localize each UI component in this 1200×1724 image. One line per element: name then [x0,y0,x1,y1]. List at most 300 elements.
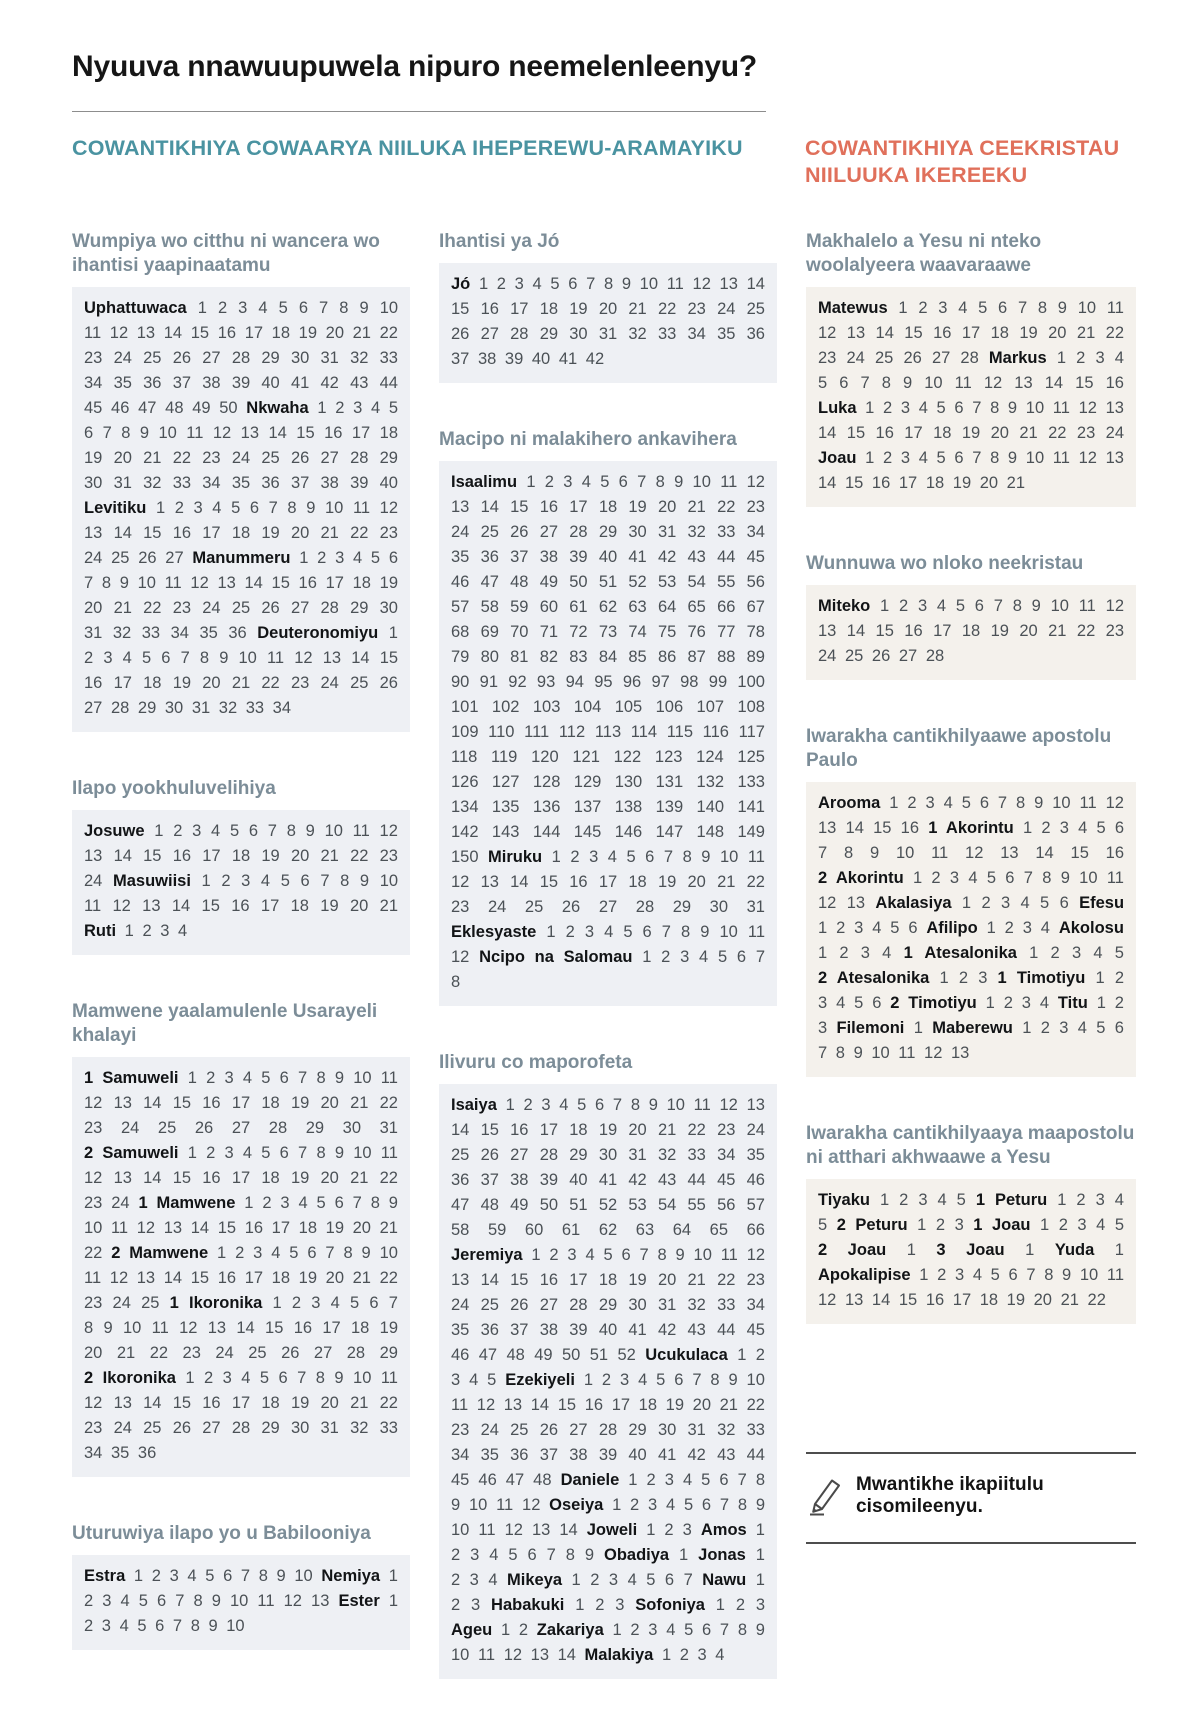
chapter-link[interactable]: 15 [875,622,894,641]
chapter-link[interactable]: 20 [979,474,999,493]
chapter-link[interactable]: 11 [496,1496,514,1515]
chapter-link[interactable]: 25 [844,647,864,666]
chapter-link[interactable]: 6 [1008,1265,1018,1284]
chapter-link[interactable]: 84 [598,648,618,667]
chapter-link[interactable]: 2 [646,1471,656,1490]
chapter-link[interactable]: 6 [621,1246,631,1265]
chapter-link[interactable]: 9 [306,499,316,518]
chapter-link[interactable]: 20 [320,1169,339,1187]
chapter-link[interactable]: 27 [84,699,103,718]
chapter-link[interactable]: 8 [682,848,692,867]
chapter-link[interactable]: 89 [746,648,765,667]
chapter-link[interactable]: 3 [917,597,928,616]
chapter-link[interactable]: 3 [1059,819,1069,837]
chapter-link[interactable]: 37 [290,474,310,493]
book-link[interactable]: Efesu [1079,894,1125,912]
chapter-link[interactable]: 18 [271,1269,291,1287]
book-link[interactable]: Markus [988,349,1047,368]
chapter-link[interactable]: 12 [746,473,765,492]
chapter-link[interactable]: 3 [1095,1190,1105,1209]
chapter-link[interactable]: 2 [1114,969,1124,987]
chapter-link[interactable]: 9 [219,649,229,668]
chapter-link[interactable]: 3 [818,994,828,1012]
chapter-link[interactable]: 29 [598,523,618,542]
chapter-link[interactable]: 41 [628,1321,647,1340]
chapter-link[interactable]: 9 [103,1319,113,1337]
chapter-link[interactable]: 15 [143,847,162,866]
chapter-link[interactable]: 5 [936,449,946,468]
chapter-link[interactable]: 20 [990,424,1009,443]
chapter-link[interactable]: 16 [202,1094,221,1112]
chapter-link[interactable]: 12 [109,1269,129,1287]
chapter-link[interactable]: 22 [350,524,369,543]
chapter-link[interactable]: 24 [487,898,507,917]
chapter-link[interactable]: 10 [924,374,943,393]
chapter-link[interactable]: 42 [657,1321,677,1340]
chapter-link[interactable]: 28 [268,1119,288,1137]
chapter-link[interactable]: 92 [508,673,527,692]
chapter-link[interactable]: 43 [687,1321,706,1340]
chapter-link[interactable]: 6 [736,948,747,967]
chapter-link[interactable]: 1 [575,1596,585,1615]
chapter-link[interactable]: 19 [952,474,972,493]
chapter-link[interactable]: 4 [330,1294,340,1312]
chapter-link[interactable]: 21 [717,873,736,892]
chapter-link[interactable]: 5 [137,1616,147,1635]
chapter-link[interactable]: 46 [111,399,130,418]
chapter-link[interactable]: 11 [1106,869,1124,887]
chapter-link[interactable]: 10 [693,1246,712,1265]
chapter-link[interactable]: 28 [539,1146,559,1165]
chapter-link[interactable]: 3 [608,1571,619,1590]
chapter-link[interactable]: 4 [836,994,846,1012]
book-link[interactable]: Josuwe [84,822,145,841]
chapter-link[interactable]: 50 [539,1196,559,1215]
chapter-link[interactable]: 33 [717,1296,736,1315]
chapter-link[interactable]: 11 [931,844,949,862]
chapter-link[interactable]: 17 [539,1121,559,1140]
chapter-link[interactable]: 4 [469,1371,479,1390]
chapter-link[interactable]: 4 [943,794,953,812]
chapter-link[interactable]: 14 [871,1290,891,1309]
chapter-link[interactable]: 34 [451,1446,470,1465]
chapter-link[interactable]: 29 [261,349,280,368]
chapter-link[interactable]: 16 [217,324,237,343]
chapter-link[interactable]: 79 [451,648,470,667]
chapter-link[interactable]: 9 [334,1069,345,1087]
chapter-link[interactable]: 15 [265,1319,284,1337]
chapter-link[interactable]: 24 [113,349,132,368]
chapter-link[interactable]: 11 [477,1646,496,1665]
chapter-link[interactable]: 39 [350,474,369,493]
chapter-link[interactable]: 5 [603,1246,613,1265]
chapter-link[interactable]: 35 [480,1446,499,1465]
chapter-link[interactable]: 24 [818,647,837,666]
chapter-link[interactable]: 7 [175,1591,185,1610]
chapter-link[interactable]: 5 [818,1215,828,1234]
chapter-link[interactable]: 30 [628,1296,647,1315]
chapter-link[interactable]: 33 [379,1419,398,1437]
chapter-link[interactable]: 18 [933,424,952,443]
chapter-link[interactable]: 25 [261,449,280,468]
chapter-link[interactable]: 1 [755,1546,765,1565]
book-link[interactable]: Ester [338,1591,380,1610]
chapter-link[interactable]: 19 [261,524,280,543]
chapter-link[interactable]: 1 [1022,1019,1032,1037]
book-link[interactable]: Nemiya [321,1566,381,1585]
chapter-link[interactable]: 45 [451,1471,470,1490]
chapter-link[interactable]: 25 [350,674,369,693]
chapter-link[interactable]: 9 [674,473,684,492]
chapter-link[interactable]: 16 [569,873,588,892]
chapter-link[interactable]: 23 [687,300,706,319]
chapter-link[interactable]: 8 [340,872,350,891]
chapter-link[interactable]: 3 [584,923,595,942]
chapter-link[interactable]: 32 [350,1419,369,1437]
chapter-link[interactable]: 24 [320,674,339,693]
chapter-link[interactable]: 19 [298,1269,318,1287]
chapter-link[interactable]: 31 [379,1119,398,1137]
chapter-link[interactable]: 17 [904,424,923,443]
chapter-link[interactable]: 6 [1114,1019,1124,1037]
chapter-link[interactable]: 4 [958,299,968,318]
chapter-link[interactable]: 40 [261,374,280,393]
chapter-link[interactable]: 1 [906,1240,916,1259]
chapter-link[interactable]: 7 [180,649,190,668]
chapter-link[interactable]: 21 [719,1396,738,1415]
chapter-link[interactable]: 46 [451,1346,470,1365]
chapter-link[interactable]: 18 [261,1169,280,1187]
chapter-link[interactable]: 2 [518,1621,529,1640]
book-link[interactable]: Uphattuwaca [84,299,187,318]
chapter-link[interactable]: 6 [618,473,628,492]
chapter-link[interactable]: 134 [451,798,479,817]
chapter-link[interactable]: 38 [510,1171,529,1190]
chapter-link[interactable]: 15 [296,424,315,443]
chapter-link[interactable]: 55 [687,1196,706,1215]
chapter-link[interactable]: 131 [655,773,684,792]
chapter-link[interactable]: 15 [172,1094,192,1112]
chapter-link[interactable]: 16 [84,674,103,693]
chapter-link[interactable]: 2 [935,1215,946,1234]
chapter-link[interactable]: 27 [231,1119,251,1137]
chapter-link[interactable]: 12 [746,1246,766,1265]
book-link[interactable]: 2 Peturu [836,1215,908,1234]
chapter-link[interactable]: 49 [192,399,211,418]
chapter-link[interactable]: 15 [557,1396,577,1415]
chapter-link[interactable]: 4 [638,1371,648,1390]
chapter-link[interactable]: 33 [172,474,192,493]
chapter-link[interactable]: 7 [639,1246,649,1265]
book-link[interactable]: Manummeru [192,549,291,568]
chapter-link[interactable]: 2 [496,275,506,294]
chapter-link[interactable]: 71 [539,623,559,642]
chapter-link[interactable]: 6 [974,597,984,616]
chapter-link[interactable]: 22 [149,1344,169,1362]
chapter-link[interactable]: 34 [746,523,765,542]
chapter-link[interactable]: 5 [936,399,946,418]
chapter-link[interactable]: 30 [709,898,729,917]
chapter-link[interactable]: 36 [480,548,499,567]
chapter-link[interactable]: 21 [687,1271,706,1290]
chapter-link[interactable]: 1 [478,275,489,294]
chapter-link[interactable]: 64 [672,1221,692,1240]
chapter-link[interactable]: 7 [612,1096,623,1115]
chapter-link[interactable]: 17 [325,574,344,593]
chapter-link[interactable]: 8 [755,1471,766,1490]
chapter-link[interactable]: 7 [1023,869,1033,887]
chapter-link[interactable]: 10 [871,1044,890,1062]
chapter-link[interactable]: 25 [746,300,765,319]
chapter-link[interactable]: 5 [259,1369,270,1387]
chapter-link[interactable]: 2 [217,299,228,318]
chapter-link[interactable]: 56 [746,573,765,592]
chapter-link[interactable]: 18 [271,324,291,343]
chapter-link[interactable]: 29 [350,599,369,618]
chapter-link[interactable]: 2 [206,1069,216,1087]
chapter-link[interactable]: 20 [657,498,677,517]
chapter-link[interactable]: 29 [598,1296,618,1315]
chapter-link[interactable]: 12 [451,873,470,892]
chapter-link[interactable]: 21 [1006,474,1026,493]
chapter-link[interactable]: 1 [546,923,556,942]
chapter-link[interactable]: 23 [290,674,310,693]
chapter-link[interactable]: 12 [294,649,313,668]
chapter-link[interactable]: 44 [746,1446,765,1465]
chapter-link[interactable]: 31 [687,1421,706,1440]
chapter-link[interactable]: 1 [526,473,536,492]
chapter-link[interactable]: 4 [627,1571,637,1590]
chapter-link[interactable]: 24 [480,1421,499,1440]
chapter-link[interactable]: 4 [585,1246,595,1265]
chapter-link[interactable]: 10 [746,1371,765,1390]
chapter-link[interactable]: 31 [84,624,103,643]
chapter-link[interactable]: 6 [278,1369,288,1387]
chapter-link[interactable]: 5 [1096,1019,1106,1037]
chapter-link[interactable]: 4 [119,1616,129,1635]
chapter-link[interactable]: 3 [697,1646,707,1665]
chapter-link[interactable]: 14 [236,1319,255,1337]
chapter-link[interactable]: 2 [206,1144,216,1162]
chapter-link[interactable]: 20 [349,897,369,916]
chapter-link[interactable]: 7 [240,1566,251,1585]
chapter-link[interactable]: 4 [187,1566,197,1585]
chapter-link[interactable]: 104 [573,698,602,717]
chapter-link[interactable]: 11 [84,897,102,916]
chapter-link[interactable]: 43 [687,548,706,567]
chapter-link[interactable]: 22 [379,1269,398,1287]
chapter-link[interactable]: 5 [955,597,966,616]
chapter-link[interactable]: 36 [143,374,162,393]
chapter-link[interactable]: 3 [925,794,935,812]
chapter-link[interactable]: 40 [569,1171,588,1190]
chapter-link[interactable]: 19 [628,1271,647,1290]
book-link[interactable]: 1 Joau [973,1215,1031,1234]
chapter-link[interactable]: 13 [480,873,499,892]
chapter-link[interactable]: 19 [172,674,192,693]
chapter-link[interactable]: 18 [990,324,1009,343]
chapter-link[interactable]: 32 [628,325,647,344]
chapter-link[interactable]: 65 [709,1221,729,1240]
chapter-link[interactable]: 10 [122,1319,142,1337]
chapter-link[interactable]: 10 [137,574,156,593]
chapter-link[interactable]: 69 [480,623,499,642]
chapter-link[interactable]: 34 [717,1146,736,1165]
chapter-link[interactable]: 5 [141,649,152,668]
chapter-link[interactable]: 1 [317,399,327,418]
chapter-link[interactable]: 5 [626,848,636,867]
chapter-link[interactable]: 5 [956,1190,966,1209]
chapter-link[interactable]: 29 [672,898,692,917]
chapter-link[interactable]: 6 [300,872,310,891]
chapter-link[interactable]: 41 [657,1446,677,1465]
chapter-link[interactable]: 4 [489,1546,499,1565]
chapter-link[interactable]: 70 [510,623,529,642]
chapter-link[interactable]: 10 [1077,299,1097,318]
chapter-link[interactable]: 7 [546,1546,556,1565]
chapter-link[interactable]: 4 [370,399,381,418]
chapter-link[interactable]: 3 [335,549,345,568]
chapter-link[interactable]: 15 [271,574,290,593]
chapter-link[interactable]: 17 [510,300,529,319]
chapter-link[interactable]: 24 [746,1121,765,1140]
chapter-link[interactable]: 4 [918,449,928,468]
chapter-link[interactable]: 6 [998,299,1008,318]
chapter-link[interactable]: 52 [628,573,647,592]
chapter-link[interactable]: 13 [451,1271,470,1290]
chapter-link[interactable]: 21 [352,324,371,343]
chapter-link[interactable]: 2 [174,499,184,518]
chapter-link[interactable]: 22 [143,599,162,618]
chapter-link[interactable]: 80 [480,648,499,667]
chapter-link[interactable]: 15 [190,324,210,343]
chapter-link[interactable]: 14 [113,524,132,543]
chapter-link[interactable]: 2 [839,944,849,962]
chapter-link[interactable]: 6 [908,919,918,937]
chapter-link[interactable]: 5 [261,1144,271,1162]
chapter-link[interactable]: 4 [682,1471,693,1490]
chapter-link[interactable]: 17 [961,324,981,343]
chapter-link[interactable]: 1 [155,499,166,518]
chapter-link[interactable]: 9 [208,1616,218,1635]
book-link[interactable]: 1 Timotiyu [997,969,1086,987]
book-link[interactable]: Zakariya [536,1621,604,1640]
book-link[interactable]: Malakiya [584,1646,654,1665]
chapter-link[interactable]: 4 [559,1096,569,1115]
chapter-link[interactable]: 18 [598,1271,618,1290]
chapter-link[interactable]: 9 [648,1096,658,1115]
chapter-link[interactable]: 18 [352,574,371,593]
chapter-link[interactable]: 3 [1021,994,1031,1012]
chapter-link[interactable]: 101 [451,698,479,717]
chapter-link[interactable]: 32 [687,523,706,542]
chapter-link[interactable]: 14 [171,897,191,916]
chapter-link[interactable]: 8 [843,844,854,862]
chapter-link[interactable]: 63 [635,1221,655,1240]
chapter-link[interactable]: 122 [613,748,642,767]
chapter-link[interactable]: 1 [1022,819,1033,837]
book-link[interactable]: Jeremiya [451,1246,523,1265]
chapter-link[interactable]: 15 [480,1121,499,1140]
chapter-link[interactable]: 44 [717,548,736,567]
chapter-link[interactable]: 15 [510,1271,529,1290]
chapter-link[interactable]: 20 [290,524,310,543]
chapter-link[interactable]: 1 [755,1571,765,1590]
chapter-link[interactable]: 3 [1095,349,1105,368]
book-link[interactable]: Isaiya [451,1096,497,1115]
chapter-link[interactable]: 3 [222,1369,232,1387]
chapter-link[interactable]: 3 [900,399,911,418]
chapter-link[interactable]: 11 [693,1096,711,1115]
chapter-link[interactable]: 123 [654,748,683,767]
chapter-link[interactable]: 31 [657,523,677,542]
chapter-link[interactable]: 7 [319,299,329,318]
chapter-link[interactable]: 30 [598,1146,618,1165]
chapter-link[interactable]: 18 [261,1394,280,1412]
chapter-link[interactable]: 8 [630,1096,640,1115]
chapter-link[interactable]: 3 [918,1190,928,1209]
chapter-link[interactable]: 15 [1075,374,1094,393]
chapter-link[interactable]: 16 [1105,844,1125,862]
chapter-link[interactable]: 25 [480,523,499,542]
chapter-link[interactable]: 132 [696,773,725,792]
chapter-link[interactable]: 13 [844,1290,864,1309]
chapter-link[interactable]: 11 [380,1144,398,1162]
chapter-link[interactable]: 17 [244,1269,264,1287]
chapter-link[interactable]: 24 [215,1344,234,1362]
chapter-link[interactable]: 1 [865,449,875,468]
chapter-link[interactable]: 9 [1060,869,1070,887]
book-link[interactable]: Yuda [1054,1240,1095,1259]
chapter-link[interactable]: 50 [219,399,238,418]
chapter-link[interactable]: 9 [675,1246,685,1265]
chapter-link[interactable]: 13 [950,1044,970,1062]
chapter-link[interactable]: 16 [231,897,250,916]
chapter-link[interactable]: 5 [1114,944,1124,962]
chapter-link[interactable]: 22 [746,873,765,892]
chapter-link[interactable]: 13 [207,1319,227,1337]
chapter-link[interactable]: 12 [1105,794,1124,812]
book-link[interactable]: Miteko [818,597,871,616]
chapter-link[interactable]: 10 [451,1521,470,1540]
chapter-link[interactable]: 6 [645,848,655,867]
chapter-link[interactable]: 36 [510,1446,529,1465]
chapter-link[interactable]: 94 [565,673,584,692]
chapter-link[interactable]: 32 [657,1146,677,1165]
chapter-link[interactable]: 13 [503,1396,523,1415]
chapter-link[interactable]: 44 [687,1171,706,1190]
book-link[interactable]: Afilipo [926,919,978,937]
chapter-link[interactable]: 48 [510,573,529,592]
chapter-link[interactable]: 1 [187,1144,197,1162]
chapter-link[interactable]: 12 [522,1496,541,1515]
chapter-link[interactable]: 16 [584,1396,604,1415]
chapter-link[interactable]: 3 [101,1616,111,1635]
chapter-link[interactable]: 2 [590,1571,600,1590]
chapter-link[interactable]: 7 [352,1194,362,1212]
chapter-link[interactable]: 8 [737,1621,747,1640]
chapter-link[interactable]: 22 [717,1271,736,1290]
chapter-link[interactable]: 3 [1059,1019,1069,1037]
book-link[interactable]: Maberewu [932,1019,1013,1037]
chapter-link[interactable]: 12 [1105,597,1124,616]
chapter-link[interactable]: 111 [524,723,550,742]
chapter-link[interactable]: 3 [680,948,690,967]
chapter-link[interactable]: 29 [569,1146,588,1165]
chapter-link[interactable]: 31 [598,325,618,344]
chapter-link[interactable]: 2 [937,1265,947,1284]
book-link[interactable]: Jonas [698,1546,746,1565]
